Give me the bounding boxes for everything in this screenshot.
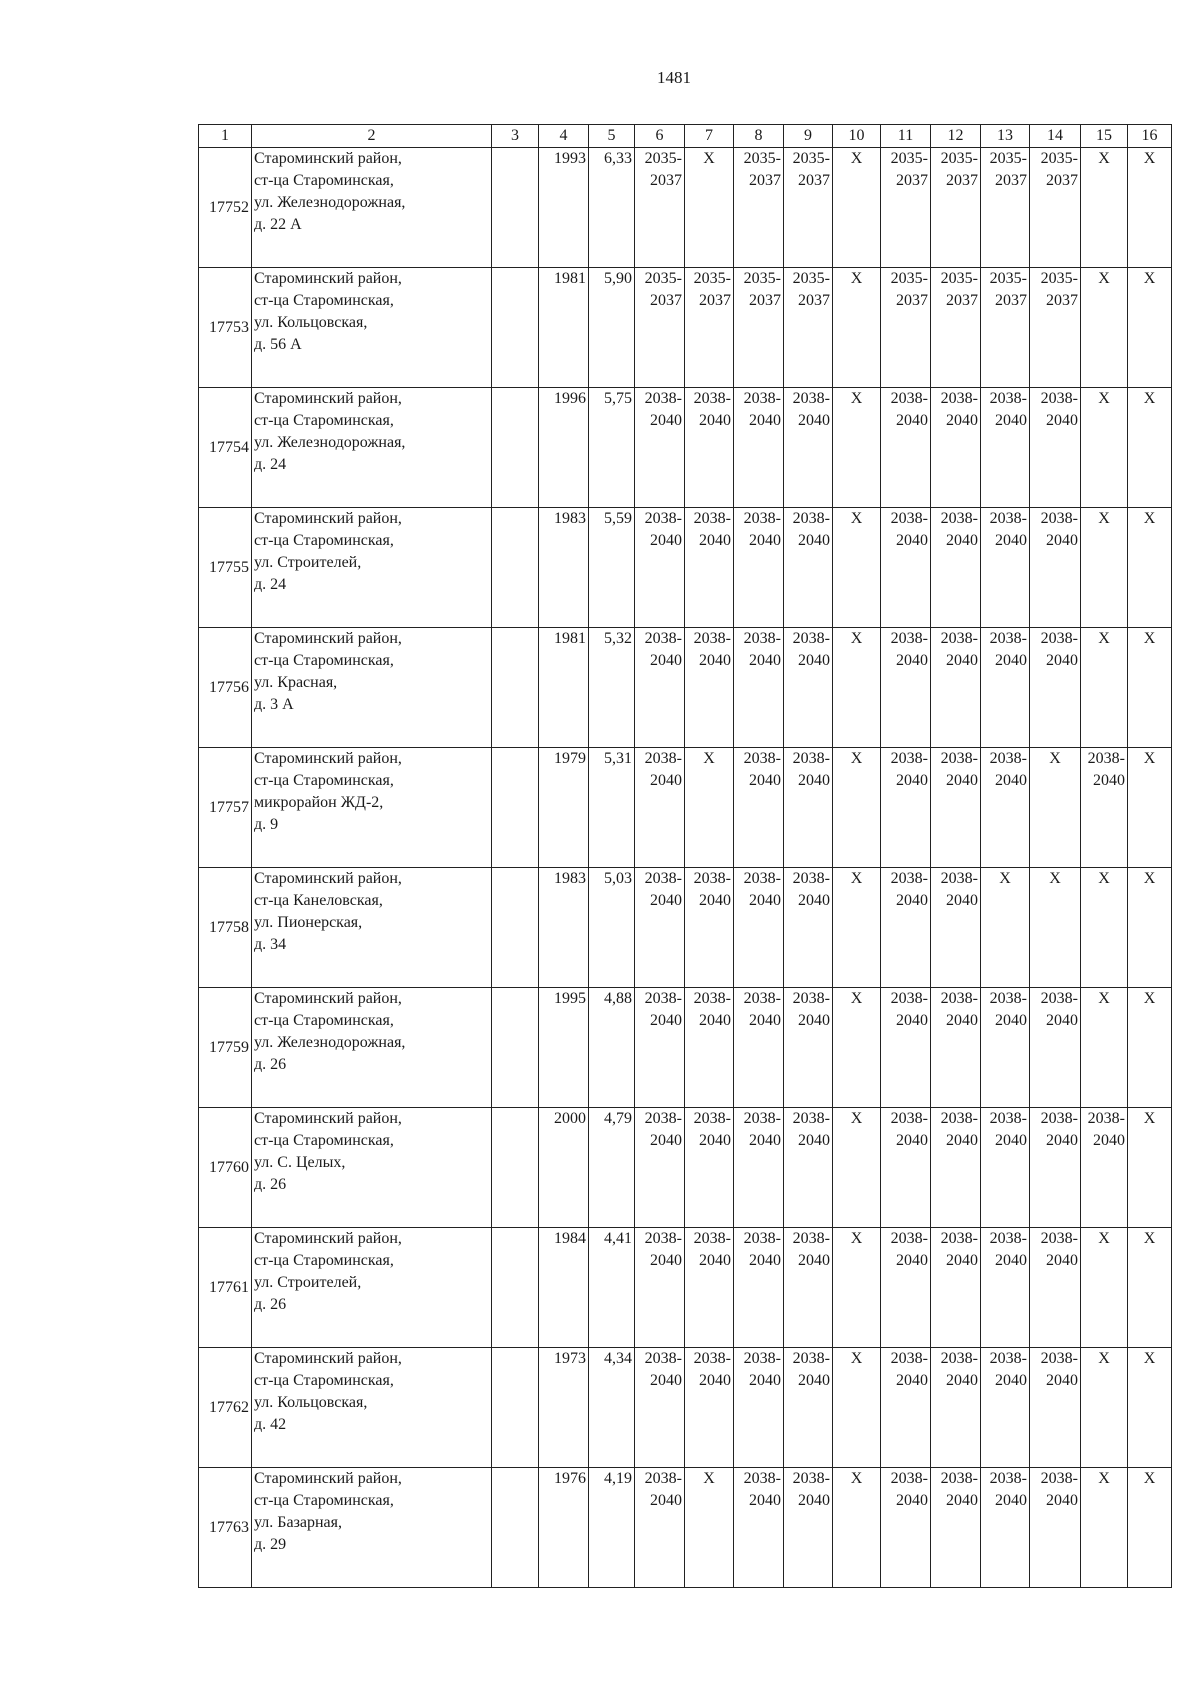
year-cell: 1981 (539, 628, 589, 748)
header-cell-15: 15 (1081, 125, 1128, 148)
table-row (199, 148, 1172, 268)
address-line: ул. Кольцовская, (254, 1394, 368, 1411)
table-row (199, 1348, 1172, 1468)
period-cell-col13: 2038- 2040 (981, 508, 1030, 628)
period-cell-col8: 2038- 2040 (734, 1348, 784, 1468)
address-line: Староминский район, (254, 990, 402, 1007)
header-cell-13: 13 (981, 125, 1030, 148)
address-line: ст-ца Староминская, (254, 1252, 394, 1269)
period-cell-col15: X (1081, 988, 1128, 1108)
period-cell-col10: X (833, 988, 881, 1108)
period-cell-col13: 2038- 2040 (981, 1348, 1030, 1468)
period-cell-col15: X (1081, 868, 1128, 988)
table-row (199, 1228, 1172, 1348)
period-cell-col13: 2038- 2040 (981, 1228, 1030, 1348)
period-cell-col10: X (833, 1228, 881, 1348)
period-cell-col10: X (833, 1468, 881, 1588)
period-cell-col16: X (1128, 988, 1172, 1108)
year-cell: 2000 (539, 1108, 589, 1228)
year-cell: 1979 (539, 748, 589, 868)
value-cell: 4,34 (589, 1348, 635, 1468)
col3-cell (492, 1108, 539, 1228)
period-cell-col10: X (833, 628, 881, 748)
header-cell-11: 11 (881, 125, 931, 148)
address-cell (252, 508, 492, 628)
table-row (199, 508, 1172, 628)
period-cell-col7: X (685, 1468, 734, 1588)
address-line: ст-ца Староминская, (254, 412, 394, 429)
period-cell-col10: X (833, 268, 881, 388)
header-cell-2: 2 (252, 125, 492, 148)
period-cell-col12: 2038- 2040 (931, 988, 981, 1108)
period-cell-col8: 2035- 2037 (734, 268, 784, 388)
period-cell-col9: 2038- 2040 (784, 748, 833, 868)
period-cell-col10: X (833, 1108, 881, 1228)
period-cell-col10: X (833, 748, 881, 868)
address-line: д. 26 (254, 1296, 287, 1313)
row-id: 17754 (199, 388, 252, 508)
header-cell-5: 5 (589, 125, 635, 148)
period-cell-col12: 2035- 2037 (931, 268, 981, 388)
period-cell-col8: 2038- 2040 (734, 988, 784, 1108)
period-cell-col9: 2035- 2037 (784, 268, 833, 388)
period-cell-col7: 2038- 2040 (685, 508, 734, 628)
period-cell-col14: 2038- 2040 (1030, 1228, 1081, 1348)
period-cell-col8: 2038- 2040 (734, 748, 784, 868)
period-cell-col11: 2038- 2040 (881, 868, 931, 988)
row-id: 17757 (199, 748, 252, 868)
address-line: ул. С. Целых, (254, 1154, 346, 1171)
address-line: Староминский район, (254, 1230, 402, 1247)
period-cell-col12: 2038- 2040 (931, 1108, 981, 1228)
period-cell-col6: 2038- 2040 (635, 1468, 685, 1588)
column-number-header (199, 125, 1172, 148)
year-cell: 1993 (539, 148, 589, 268)
period-cell-col16: X (1128, 508, 1172, 628)
address-line: ст-ца Староминская, (254, 1132, 394, 1149)
period-cell-col8: 2038- 2040 (734, 1108, 784, 1228)
header-cell-1: 1 (199, 125, 252, 148)
period-cell-col7: 2035- 2037 (685, 268, 734, 388)
register-table (198, 124, 1172, 1588)
address-line: Староминский район, (254, 750, 402, 767)
year-cell: 1983 (539, 868, 589, 988)
period-cell-col15: X (1081, 1468, 1128, 1588)
period-cell-col11: 2038- 2040 (881, 388, 931, 508)
col3-cell (492, 1468, 539, 1588)
period-cell-col7: 2038- 2040 (685, 868, 734, 988)
period-cell-col12: 2038- 2040 (931, 748, 981, 868)
period-cell-col12: 2038- 2040 (931, 628, 981, 748)
address-line: микрорайон ЖД-2, (254, 794, 384, 811)
period-cell-col16: X (1128, 868, 1172, 988)
period-cell-col7: 2038- 2040 (685, 388, 734, 508)
address-line: д. 29 (254, 1536, 287, 1553)
address-line: ул. Железнодорожная, (254, 194, 406, 211)
year-cell: 1983 (539, 508, 589, 628)
period-cell-col11: 2035- 2037 (881, 268, 931, 388)
period-cell-col6: 2038- 2040 (635, 1228, 685, 1348)
period-cell-col13: 2038- 2040 (981, 1108, 1030, 1228)
address-line: ул. Кольцовская, (254, 314, 368, 331)
year-cell: 1995 (539, 988, 589, 1108)
period-cell-col16: X (1128, 1348, 1172, 1468)
period-cell-col6: 2038- 2040 (635, 748, 685, 868)
period-cell-col6: 2038- 2040 (635, 1348, 685, 1468)
period-cell-col9: 2038- 2040 (784, 388, 833, 508)
period-cell-col11: 2038- 2040 (881, 1228, 931, 1348)
period-cell-col7: X (685, 748, 734, 868)
period-cell-col6: 2038- 2040 (635, 868, 685, 988)
value-cell: 4,88 (589, 988, 635, 1108)
period-cell-col10: X (833, 1348, 881, 1468)
address-cell (252, 388, 492, 508)
period-cell-col10: X (833, 388, 881, 508)
address-cell (252, 1108, 492, 1228)
period-cell-col15: X (1081, 1348, 1128, 1468)
period-cell-col14: X (1030, 748, 1081, 868)
year-cell: 1996 (539, 388, 589, 508)
period-cell-col8: 2038- 2040 (734, 1228, 784, 1348)
row-id: 17755 (199, 508, 252, 628)
period-cell-col15: X (1081, 388, 1128, 508)
row-id: 17762 (199, 1348, 252, 1468)
period-cell-col13: 2038- 2040 (981, 1468, 1030, 1588)
period-cell-col14: 2038- 2040 (1030, 388, 1081, 508)
period-cell-col12: 2038- 2040 (931, 868, 981, 988)
address-cell (252, 1468, 492, 1588)
address-line: ст-ца Староминская, (254, 652, 394, 669)
period-cell-col14: 2038- 2040 (1030, 628, 1081, 748)
value-cell: 5,75 (589, 388, 635, 508)
address-cell (252, 268, 492, 388)
header-cell-6: 6 (635, 125, 685, 148)
period-cell-col7: 2038- 2040 (685, 628, 734, 748)
address-cell (252, 628, 492, 748)
period-cell-col15: X (1081, 628, 1128, 748)
address-cell (252, 148, 492, 268)
header-cell-12: 12 (931, 125, 981, 148)
col3-cell (492, 508, 539, 628)
address-line: Староминский район, (254, 390, 402, 407)
address-line: Староминский район, (254, 510, 402, 527)
year-cell: 1984 (539, 1228, 589, 1348)
address-line: д. 22 А (254, 216, 302, 233)
period-cell-col14: 2038- 2040 (1030, 1468, 1081, 1588)
period-cell-col15: 2038- 2040 (1081, 748, 1128, 868)
address-line: ул. Строителей, (254, 1274, 362, 1291)
period-cell-col9: 2035- 2037 (784, 148, 833, 268)
address-line: Староминский район, (254, 150, 402, 167)
row-id: 17761 (199, 1228, 252, 1348)
period-cell-col14: 2035- 2037 (1030, 268, 1081, 388)
col3-cell (492, 628, 539, 748)
period-cell-col12: 2035- 2037 (931, 148, 981, 268)
address-line: д. 24 (254, 456, 287, 473)
period-cell-col9: 2038- 2040 (784, 1108, 833, 1228)
period-cell-col6: 2038- 2040 (635, 388, 685, 508)
col3-cell (492, 748, 539, 868)
period-cell-col16: X (1128, 268, 1172, 388)
address-line: д. 34 (254, 936, 287, 953)
period-cell-col6: 2035- 2037 (635, 268, 685, 388)
col3-cell (492, 868, 539, 988)
address-line: ул. Базарная, (254, 1514, 343, 1531)
value-cell: 4,79 (589, 1108, 635, 1228)
period-cell-col14: 2038- 2040 (1030, 988, 1081, 1108)
period-cell-col11: 2038- 2040 (881, 628, 931, 748)
year-cell: 1973 (539, 1348, 589, 1468)
address-line: Староминский район, (254, 1110, 402, 1127)
table-row (199, 628, 1172, 748)
value-cell: 5,03 (589, 868, 635, 988)
col3-cell (492, 1228, 539, 1348)
period-cell-col13: 2038- 2040 (981, 988, 1030, 1108)
period-cell-col14: 2035- 2037 (1030, 148, 1081, 268)
period-cell-col6: 2038- 2040 (635, 628, 685, 748)
period-cell-col15: X (1081, 148, 1128, 268)
address-line: ст-ца Староминская, (254, 772, 394, 789)
period-cell-col15: X (1081, 268, 1128, 388)
period-cell-col9: 2038- 2040 (784, 868, 833, 988)
address-line: ул. Красная, (254, 674, 338, 691)
period-cell-col9: 2038- 2040 (784, 988, 833, 1108)
table-row (199, 268, 1172, 388)
address-cell (252, 1228, 492, 1348)
address-line: д. 24 (254, 576, 287, 593)
table-row (199, 388, 1172, 508)
address-line: Староминский район, (254, 1470, 402, 1487)
address-line: Староминский район, (254, 870, 402, 887)
period-cell-col10: X (833, 868, 881, 988)
year-cell: 1981 (539, 268, 589, 388)
period-cell-col13: 2035- 2037 (981, 268, 1030, 388)
address-line: Староминский район, (254, 1350, 402, 1367)
table-row (199, 988, 1172, 1108)
period-cell-col16: X (1128, 1108, 1172, 1228)
address-cell (252, 1348, 492, 1468)
period-cell-col13: X (981, 868, 1030, 988)
year-cell: 1976 (539, 1468, 589, 1588)
address-line: Староминский район, (254, 270, 402, 287)
period-cell-col6: 2038- 2040 (635, 508, 685, 628)
period-cell-col15: X (1081, 1228, 1128, 1348)
period-cell-col13: 2038- 2040 (981, 628, 1030, 748)
period-cell-col9: 2038- 2040 (784, 1468, 833, 1588)
header-cell-14: 14 (1030, 125, 1081, 148)
col3-cell (492, 1348, 539, 1468)
period-cell-col12: 2038- 2040 (931, 1468, 981, 1588)
period-cell-col12: 2038- 2040 (931, 1228, 981, 1348)
address-line: ул. Железнодорожная, (254, 434, 406, 451)
address-line: ст-ца Староминская, (254, 1492, 394, 1509)
address-line: д. 26 (254, 1176, 287, 1193)
period-cell-col11: 2038- 2040 (881, 1108, 931, 1228)
period-cell-col15: X (1081, 508, 1128, 628)
row-id: 17758 (199, 868, 252, 988)
address-cell (252, 748, 492, 868)
header-cell-16: 16 (1128, 125, 1172, 148)
header-row (199, 125, 1172, 148)
address-line: д. 56 А (254, 336, 302, 353)
header-cell-4: 4 (539, 125, 589, 148)
period-cell-col15: 2038- 2040 (1081, 1108, 1128, 1228)
col3-cell (492, 148, 539, 268)
value-cell: 5,31 (589, 748, 635, 868)
period-cell-col13: 2035- 2037 (981, 148, 1030, 268)
address-line: д. 42 (254, 1416, 287, 1433)
period-cell-col10: X (833, 508, 881, 628)
period-cell-col7: 2038- 2040 (685, 1348, 734, 1468)
period-cell-col11: 2038- 2040 (881, 1468, 931, 1588)
row-id: 17753 (199, 268, 252, 388)
address-line: Староминский район, (254, 630, 402, 647)
period-cell-col12: 2038- 2040 (931, 388, 981, 508)
period-cell-col8: 2038- 2040 (734, 388, 784, 508)
table-row (199, 1468, 1172, 1588)
address-line: д. 26 (254, 1056, 287, 1073)
period-cell-col11: 2038- 2040 (881, 508, 931, 628)
address-line: д. 3 А (254, 696, 294, 713)
period-cell-col8: 2038- 2040 (734, 1468, 784, 1588)
period-cell-col8: 2038- 2040 (734, 628, 784, 748)
period-cell-col7: 2038- 2040 (685, 1228, 734, 1348)
address-line: ст-ца Староминская, (254, 172, 394, 189)
period-cell-col9: 2038- 2040 (784, 1348, 833, 1468)
period-cell-col11: 2038- 2040 (881, 1348, 931, 1468)
period-cell-col12: 2038- 2040 (931, 508, 981, 628)
header-cell-8: 8 (734, 125, 784, 148)
period-cell-col16: X (1128, 388, 1172, 508)
row-id: 17763 (199, 1468, 252, 1588)
period-cell-col12: 2038- 2040 (931, 1348, 981, 1468)
period-cell-col9: 2038- 2040 (784, 1228, 833, 1348)
col3-cell (492, 388, 539, 508)
period-cell-col6: 2035- 2037 (635, 148, 685, 268)
value-cell: 5,32 (589, 628, 635, 748)
row-id: 17760 (199, 1108, 252, 1228)
period-cell-col11: 2035- 2037 (881, 148, 931, 268)
address-cell (252, 868, 492, 988)
period-cell-col14: 2038- 2040 (1030, 1348, 1081, 1468)
period-cell-col6: 2038- 2040 (635, 1108, 685, 1228)
period-cell-col14: X (1030, 868, 1081, 988)
value-cell: 5,90 (589, 268, 635, 388)
table-row (199, 1108, 1172, 1228)
period-cell-col8: 2038- 2040 (734, 508, 784, 628)
table-row (199, 748, 1172, 868)
page-number: 1481 (657, 68, 691, 87)
address-line: ст-ца Староминская, (254, 1372, 394, 1389)
address-cell (252, 988, 492, 1108)
address-line: д. 9 (254, 816, 279, 833)
row-id: 17759 (199, 988, 252, 1108)
value-cell: 5,59 (589, 508, 635, 628)
period-cell-col11: 2038- 2040 (881, 988, 931, 1108)
period-cell-col11: 2038- 2040 (881, 748, 931, 868)
period-cell-col16: X (1128, 628, 1172, 748)
address-line: ст-ца Канеловская, (254, 892, 383, 909)
col3-cell (492, 988, 539, 1108)
address-line: ст-ца Староминская, (254, 532, 394, 549)
header-cell-3: 3 (492, 125, 539, 148)
period-cell-col16: X (1128, 148, 1172, 268)
period-cell-col8: 2038- 2040 (734, 868, 784, 988)
address-line: ст-ца Староминская, (254, 1012, 394, 1029)
row-id: 17756 (199, 628, 252, 748)
period-cell-col7: 2038- 2040 (685, 1108, 734, 1228)
period-cell-col7: X (685, 148, 734, 268)
period-cell-col16: X (1128, 1468, 1172, 1588)
table-body (199, 148, 1172, 1588)
address-line: ул. Железнодорожная, (254, 1034, 406, 1051)
period-cell-col14: 2038- 2040 (1030, 1108, 1081, 1228)
period-cell-col7: 2038- 2040 (685, 988, 734, 1108)
header-cell-7: 7 (685, 125, 734, 148)
table-row (199, 868, 1172, 988)
period-cell-col16: X (1128, 1228, 1172, 1348)
period-cell-col10: X (833, 148, 881, 268)
period-cell-col9: 2038- 2040 (784, 508, 833, 628)
period-cell-col13: 2038- 2040 (981, 388, 1030, 508)
value-cell: 4,41 (589, 1228, 635, 1348)
row-id: 17752 (199, 148, 252, 268)
value-cell: 4,19 (589, 1468, 635, 1588)
period-cell-col14: 2038- 2040 (1030, 508, 1081, 628)
address-line: ст-ца Староминская, (254, 292, 394, 309)
header-cell-9: 9 (784, 125, 833, 148)
period-cell-col9: 2038- 2040 (784, 628, 833, 748)
address-line: ул. Строителей, (254, 554, 362, 571)
address-line: ул. Пионерская, (254, 914, 363, 931)
col3-cell (492, 268, 539, 388)
value-cell: 6,33 (589, 148, 635, 268)
period-cell-col16: X (1128, 748, 1172, 868)
period-cell-col13: 2038- 2040 (981, 748, 1030, 868)
period-cell-col8: 2035- 2037 (734, 148, 784, 268)
period-cell-col6: 2038- 2040 (635, 988, 685, 1108)
header-cell-10: 10 (833, 125, 881, 148)
